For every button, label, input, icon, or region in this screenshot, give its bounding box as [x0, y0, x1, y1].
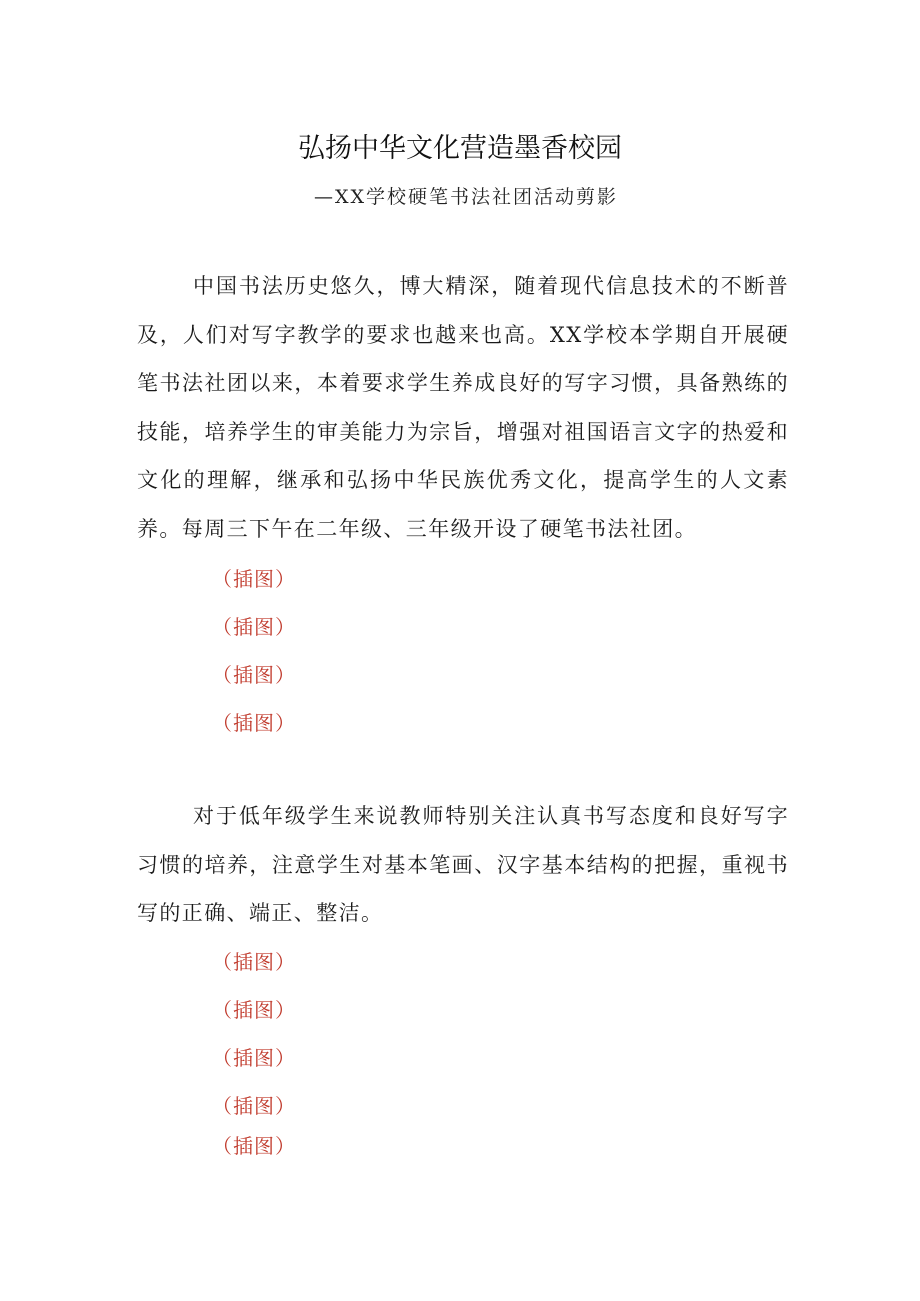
paragraph-lower-grade: 对于低年级学生来说教师特别关注认真书写态度和良好写字习惯的培养，注意学生对基本笔画、汉字基本结构的把握，重视书写的正确、端正、整洁。	[137, 804, 789, 925]
figure-placeholder: （插图）	[212, 1134, 296, 1158]
figure-placeholder: （插图）	[212, 663, 296, 687]
figure-placeholder: （插图）	[212, 1094, 296, 1118]
figure-placeholder: （插图）	[212, 567, 296, 591]
paragraph-intro: 中国书法历史悠久，博大精深，随着现代信息技术的不断普及，人们对写字教学的要求也越来也高。XX学校本学期自开展硬笔书法社团以来，本着要求学生养成良好的写字习惯，具备熟练的技能，培养学生的审美能力为宗旨，增强对祖国语言文字的热爱和文化的理解，继承和弘扬中华民族优秀文化，提高学生的人文素养。每周三下午在二年级、三年级开设了硬笔书法社团。	[137, 274, 789, 541]
figure-placeholder: （插图）	[212, 711, 296, 735]
figure-placeholder: （插图）	[212, 1046, 296, 1070]
figure-placeholder: （插图）	[212, 615, 296, 639]
document-subtitle: —XX学校硬笔书法社团活动剪影	[314, 186, 619, 208]
figure-placeholder: （插图）	[212, 998, 296, 1022]
document-title: 弘扬中华文化营造墨香校园	[298, 133, 622, 164]
figure-placeholder: （插图）	[212, 950, 296, 974]
